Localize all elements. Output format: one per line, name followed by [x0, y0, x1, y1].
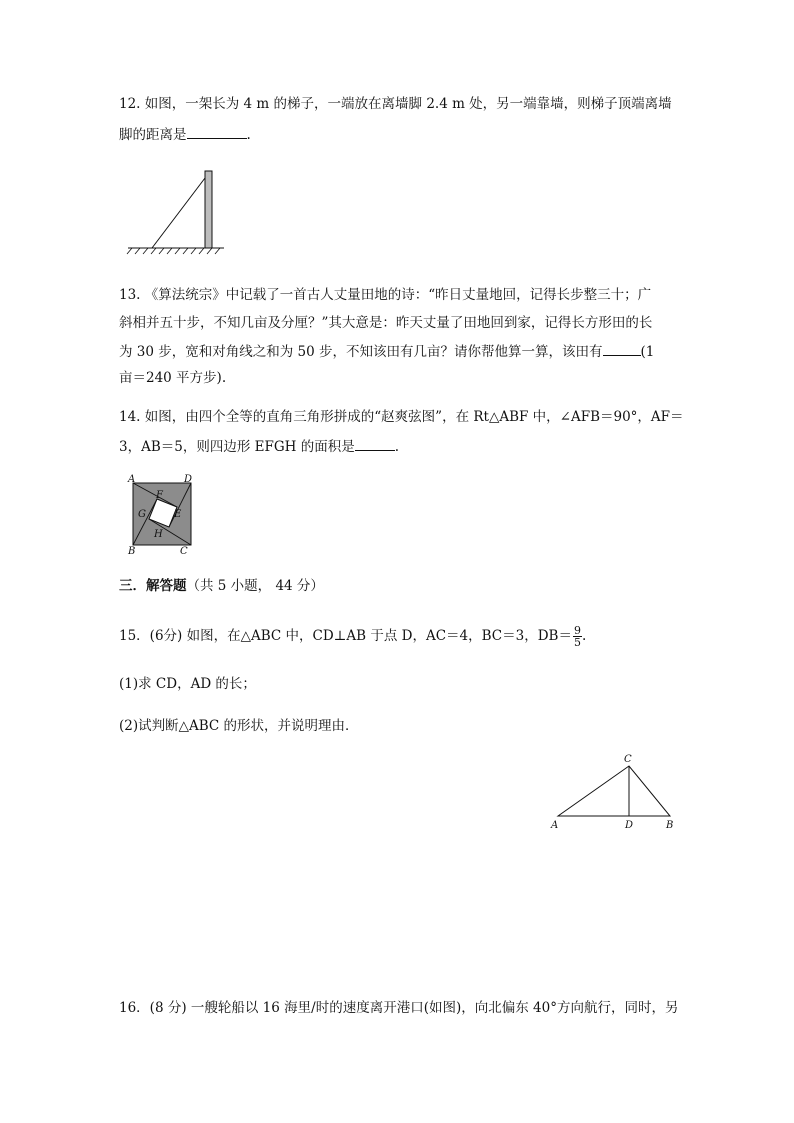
q12-line2-text: 脚的距离是 [119, 127, 187, 143]
q16-line1: 16．(8 分) 一艘轮船以 16 海里/时的速度离开港口(如图)，向北偏东 40°方向航行，同时，另 [119, 1000, 679, 1016]
q15-part1: (1)求 CD，AD 的长； [119, 676, 256, 692]
triangle-abc-figure [548, 750, 683, 832]
q12-line2 [119, 124, 251, 145]
q13-line3-text: 为 30 步，宽和对角线之和为 50 步，不知该田有几亩？请你帮他算一算，该田有 [119, 344, 603, 360]
section-title: 三．解答题 [119, 578, 187, 594]
q12-line1: 12. 如图，一架长为 4 m 的梯子，一端放在离墙脚 2.4 m 处，另一端靠墙，则梯子顶端离墙 [119, 96, 672, 112]
fraction-denominator: 5 [573, 636, 581, 649]
q14-line1: 14. 如图，由四个全等的直角三角形拼成的“赵爽弦图”，在 Rt△ABF 中，∠AFB＝90°，AF＝ [119, 409, 684, 425]
label-B: B [128, 546, 136, 557]
q13-line3 [119, 341, 654, 362]
section-note: （共 5 小题， 44 分） [186, 578, 324, 594]
answer-blank [355, 436, 395, 451]
q13-line1: 13. 《算法统宗》中记载了一首古人丈量田地的诗：“昨日丈量地回，记得长步整三十；广 [119, 287, 652, 303]
zhao-shuang-diagram [124, 474, 196, 556]
q15-stem [119, 624, 586, 648]
label-D: D [625, 820, 634, 831]
label-D: D [184, 474, 193, 485]
label-B: B [666, 820, 674, 831]
q13-line3-end: (1 [640, 344, 655, 360]
q15-stem-end: . [581, 628, 587, 644]
q15-stem-text: 15．(6分) 如图，在△ABC 中，CD⊥AB 于点 D，AC＝4，BC＝3，DB＝ [119, 628, 572, 644]
q14-line2-text: 3，AB＝5，则四边形 EFGH 的面积是 [119, 439, 355, 455]
label-F: F [156, 490, 163, 501]
fraction-9-5 [573, 625, 582, 648]
q15-part2: (2)试判断△ABC 的形状，并说明理由． [119, 718, 359, 734]
q13-line4: 亩＝240 平方步). [119, 370, 227, 386]
q14-line2-end: . [394, 439, 400, 455]
q13-line2: 斜相并五十步，不知几亩及分厘？”其大意是：昨天丈量了田地回到家，记得长方形田的长 [119, 315, 653, 331]
fraction-numerator: 9 [573, 624, 581, 637]
q12-line2-end: . [246, 127, 251, 143]
q14-line2 [119, 436, 399, 457]
section-heading [119, 576, 324, 596]
label-A: A [128, 474, 136, 485]
label-H: H [154, 529, 163, 540]
label-G: G [138, 509, 146, 520]
ladder-figure [126, 170, 226, 260]
label-C: C [180, 546, 188, 557]
answer-blank [603, 341, 641, 356]
label-E: E [174, 509, 182, 520]
label-A: A [551, 820, 559, 831]
label-C: C [624, 754, 632, 765]
answer-blank [187, 124, 247, 139]
